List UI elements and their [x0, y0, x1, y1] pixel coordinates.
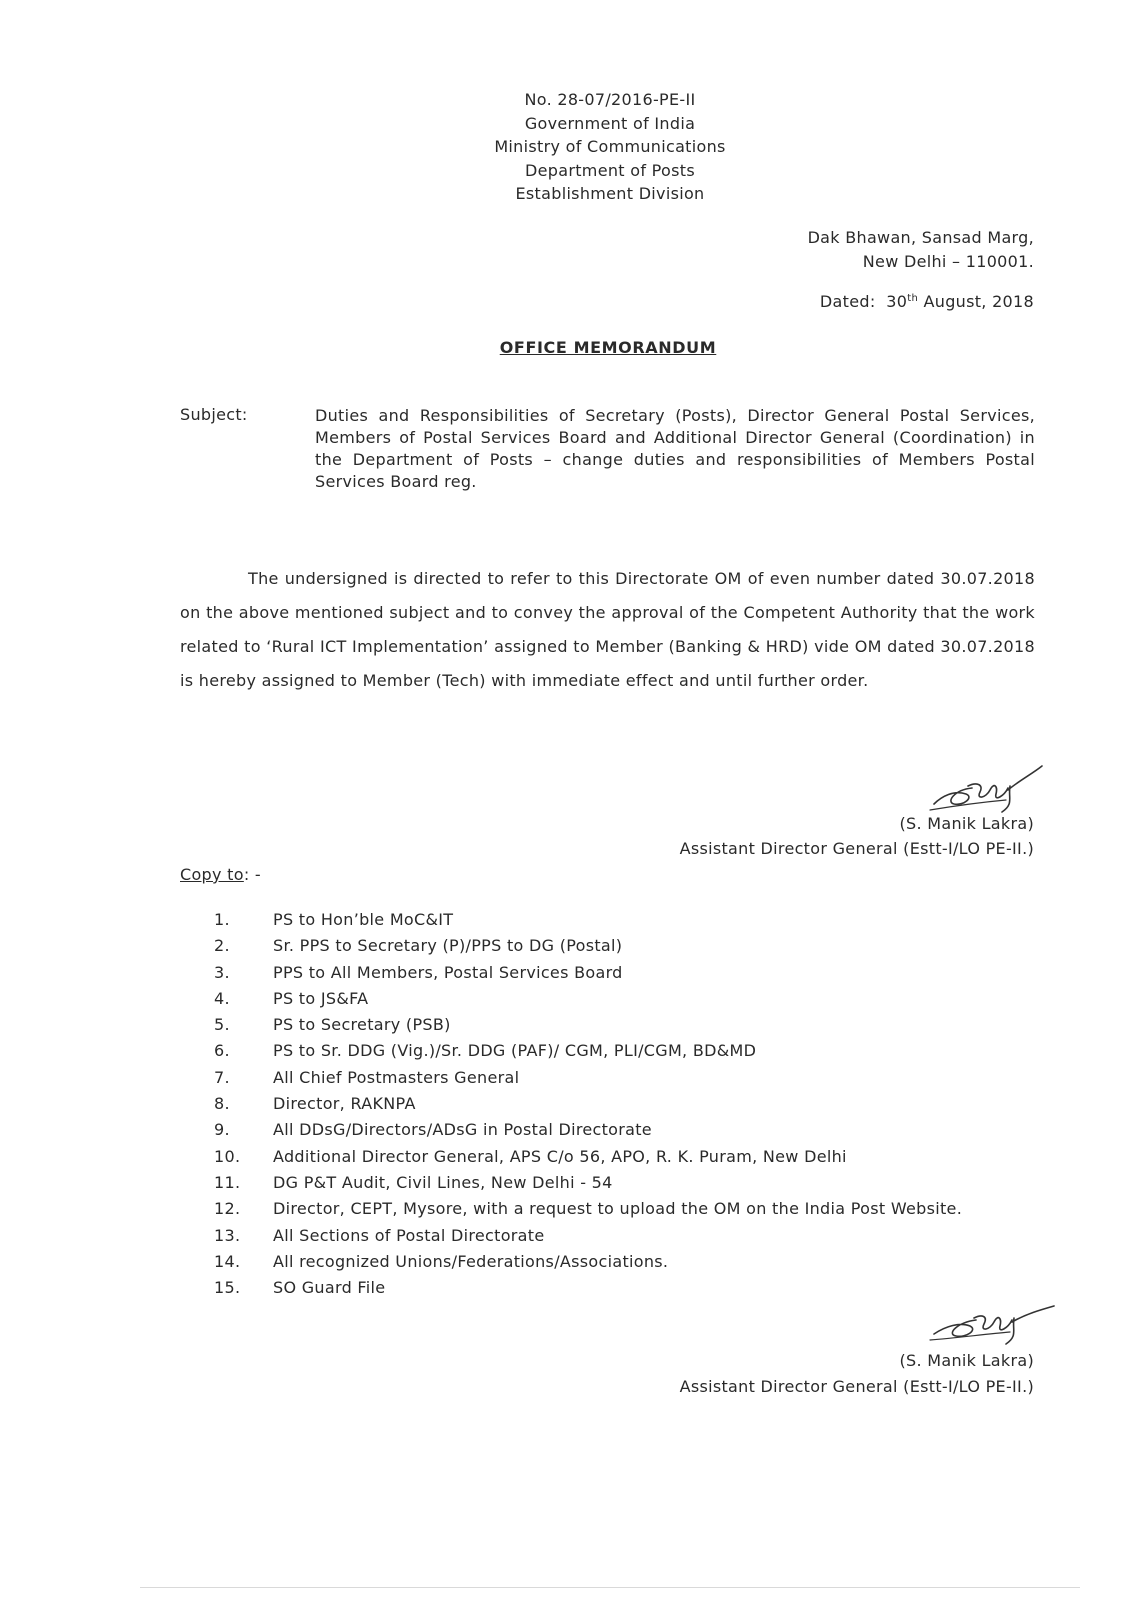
list-item: [210, 1249, 1035, 1275]
list-item-number: 14.: [214, 1251, 241, 1271]
body-paragraph: The undersigned is directed to refer to this Directorate OM of even number dated 30.07.2018 on the above mentioned subject and to convey the approval of the Competent Authority that the work related to ‘Rural ICT Implementation’ assigned to Member (Banking & HRD) vide OM dated 30.07.2018 is hereby assigned to Member (Tech) with immediate effect and until further order.: [180, 569, 1035, 690]
date-suffix: th: [907, 293, 919, 304]
list-item-number: 7.: [214, 1067, 230, 1087]
department-line: Department of Posts: [525, 160, 695, 180]
list-item: [210, 1275, 1035, 1301]
list-item-text: DG P&T Audit, Civil Lines, New Delhi - 54: [273, 1172, 613, 1192]
list-item: [210, 907, 1035, 933]
list-item: [210, 1012, 1035, 1038]
list-item-number: 4.: [214, 988, 230, 1008]
subject-label: Subject:: [180, 405, 248, 424]
list-item-number: 8.: [214, 1094, 230, 1114]
list-item: [210, 1117, 1035, 1143]
address-line-1: Dak Bhawan, Sansad Marg,: [807, 228, 1034, 247]
date-line: [820, 292, 1034, 311]
signatory-name: (S. Manik Lakra): [899, 1351, 1034, 1370]
file-number: No. 28-07/2016-PE-II: [524, 90, 696, 109]
list-item-number: 5.: [214, 1015, 230, 1035]
page-title: OFFICE MEMORANDUM: [499, 338, 717, 357]
list-item-number: 1.: [214, 910, 230, 929]
list-item-text: Director, CEPT, Mysore, with a request to upload the OM on the India Post Website.: [273, 1199, 963, 1219]
list-item-text: PS to JS&FA: [273, 988, 369, 1008]
list-item: [210, 1065, 1035, 1091]
copy-to-heading: Copy to: [180, 865, 244, 884]
list-item-text: PPS to All Members, Postal Services Board: [273, 962, 623, 982]
address-block: [808, 226, 1034, 274]
list-item-number: 15.: [214, 1278, 241, 1298]
list-item-text: All Sections of Postal Directorate: [273, 1225, 545, 1245]
list-item-text: Director, RAKNPA: [273, 1094, 416, 1114]
list-item-text: PS to Secretary (PSB): [273, 1015, 451, 1035]
address-line-2: New Delhi – 110001.: [862, 252, 1034, 271]
list-item-number: 9.: [214, 1120, 230, 1140]
list-item-text: PS to Sr. DDG (Vig.)/Sr. DDG (PAF)/ CGM, PLI/CGM, BD&MD: [273, 1041, 757, 1061]
list-item-number: 6.: [214, 1041, 230, 1061]
list-item-text: All Chief Postmasters General: [273, 1067, 520, 1087]
list-item: [210, 1196, 1035, 1222]
list-item-number: 10.: [214, 1146, 241, 1166]
signature-icon: [926, 1298, 1056, 1348]
list-item: [210, 1170, 1035, 1196]
list-item: [210, 1223, 1035, 1249]
list-item-text: All DDsG/Directors/ADsG in Postal Directorate: [273, 1120, 652, 1140]
date-rest: August, 2018: [923, 292, 1034, 311]
ministry-line: Ministry of Communications: [494, 137, 726, 156]
page-bottom-rule: [140, 1587, 1080, 1588]
list-item-number: 3.: [214, 962, 230, 982]
list-item: [210, 1038, 1035, 1064]
list-item-text: PS to Hon’ble MoC&IT: [273, 910, 454, 929]
list-item: [210, 960, 1035, 986]
signatory-designation: Assistant Director General (Estt-I/LO PE-II.): [679, 839, 1034, 858]
signatory-designation: Assistant Director General (Estt-I/LO PE-II.): [679, 1377, 1034, 1396]
subject-text: Duties and Responsibilities of Secretary (Posts), Director General Postal Services, Members of Postal Services Board and Additional Director General (Coordination) in the Department of Posts – change duties and responsibilities of Members Postal Services Board reg.: [315, 406, 1035, 491]
copy-to-list: [210, 907, 1035, 1301]
division-line: Establishment Division: [515, 184, 705, 203]
copy-to-label: [180, 865, 261, 884]
list-item-number: 11.: [214, 1172, 241, 1192]
list-item: [210, 933, 1035, 959]
signature-icon: [924, 760, 1044, 820]
list-item-number: 12.: [214, 1199, 241, 1219]
list-item-text: Additional Director General, APS C/o 56, APO, R. K. Puram, New Delhi: [273, 1146, 847, 1166]
list-item-number: 13.: [214, 1225, 241, 1245]
list-item-number: 2.: [214, 936, 230, 956]
date-day: 30: [886, 292, 908, 311]
header-block: [400, 88, 820, 206]
list-item-text: SO Guard File: [273, 1278, 386, 1298]
list-item-text: All recognized Unions/Federations/Associations.: [273, 1251, 669, 1271]
list-item: [210, 1144, 1035, 1170]
list-item-text: Sr. PPS to Secretary (P)/PPS to DG (Postal): [273, 936, 623, 956]
list-item: [210, 986, 1035, 1012]
list-item: [210, 1091, 1035, 1117]
date-prefix: Dated:: [819, 292, 876, 311]
copy-to-suffix: : -: [243, 865, 261, 884]
signatory-name: (S. Manik Lakra): [899, 814, 1034, 833]
government-line: Government of India: [524, 113, 696, 133]
